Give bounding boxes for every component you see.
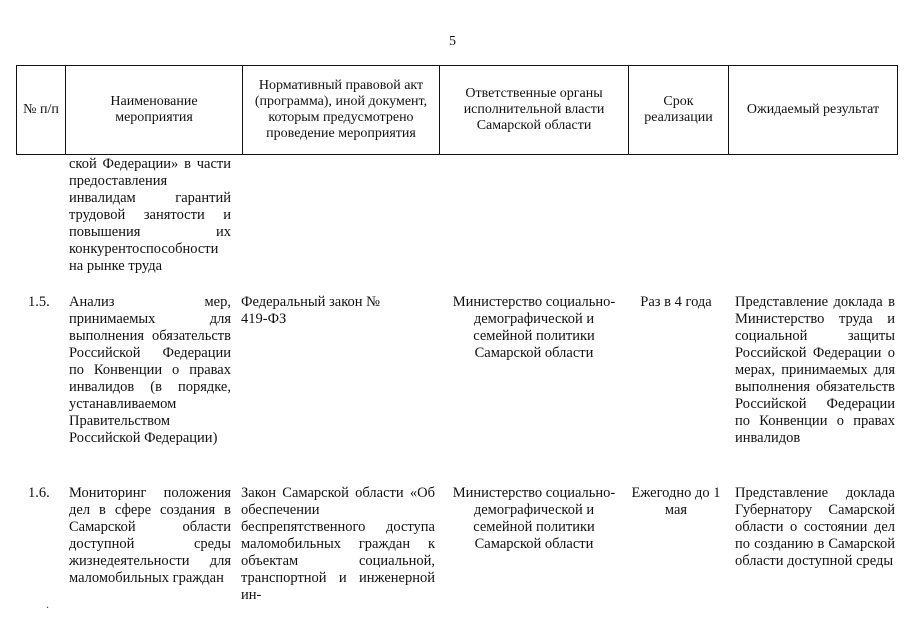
row-act: Федеральный закон № 419-ФЗ (241, 294, 381, 327)
header-name: Наименование мероприятия (65, 66, 242, 154)
footer-mark: . (46, 597, 49, 611)
header-num: № п/п (16, 66, 65, 154)
header-org: Ответственные органы исполнительной власти Самарской области (439, 66, 628, 154)
header-term: Срок реализации (628, 66, 728, 154)
row-name: Анализ мер, принимаемых для выполнения обязательств Российской Федерации по Конвенции о правах инвалидов (в порядке, устанавливаемом Правительством Российской Федерации) (69, 294, 231, 446)
row-num: 1.5. (28, 294, 50, 310)
row-term: Ежегодно до 1 мая (631, 485, 721, 518)
row-term: Раз в 4 года (640, 294, 712, 310)
table-header (16, 65, 898, 155)
row-result: Представление доклада Губернатору Самарской области о состоянии дел по созданию в Самарской области доступной среды (735, 485, 895, 569)
page-number: 5 (449, 34, 456, 49)
row-org: Министерство социально-демографической и семейной политики Самарской области (452, 485, 616, 552)
header-act: Нормативный правовой акт (программа), иной документ, которым предусмотрено проведение мероприятия (242, 66, 439, 154)
header-result: Ожидаемый результат (728, 66, 898, 154)
continuation-name: ской Федерации» в части предоставления инвалидам гарантий трудовой занятости и повышения их конкурентоспособности на рынке труда (69, 156, 231, 274)
row-result: Представление доклада в Министерство труда и социальной защиты Российской Федерации о мерах, принимаемых для выполнения обязательств Российской Федерации по Конвенции о правах инвалидов (735, 294, 895, 446)
document-table (16, 65, 898, 640)
row-org: Министерство социально-демографической и семейной политики Самарской области (452, 294, 616, 361)
row-act: Закон Самарской области «Об обеспечении беспрепятственного доступа маломобильных граждан к объектам социальной, транспортной и инженерной ин- (241, 485, 435, 603)
row-name: Мониторинг положения дел в сфере создания в Самарской области доступной среды жизнедеятельности для маломобильных граждан (69, 485, 231, 586)
row-num: 1.6. (28, 485, 50, 501)
